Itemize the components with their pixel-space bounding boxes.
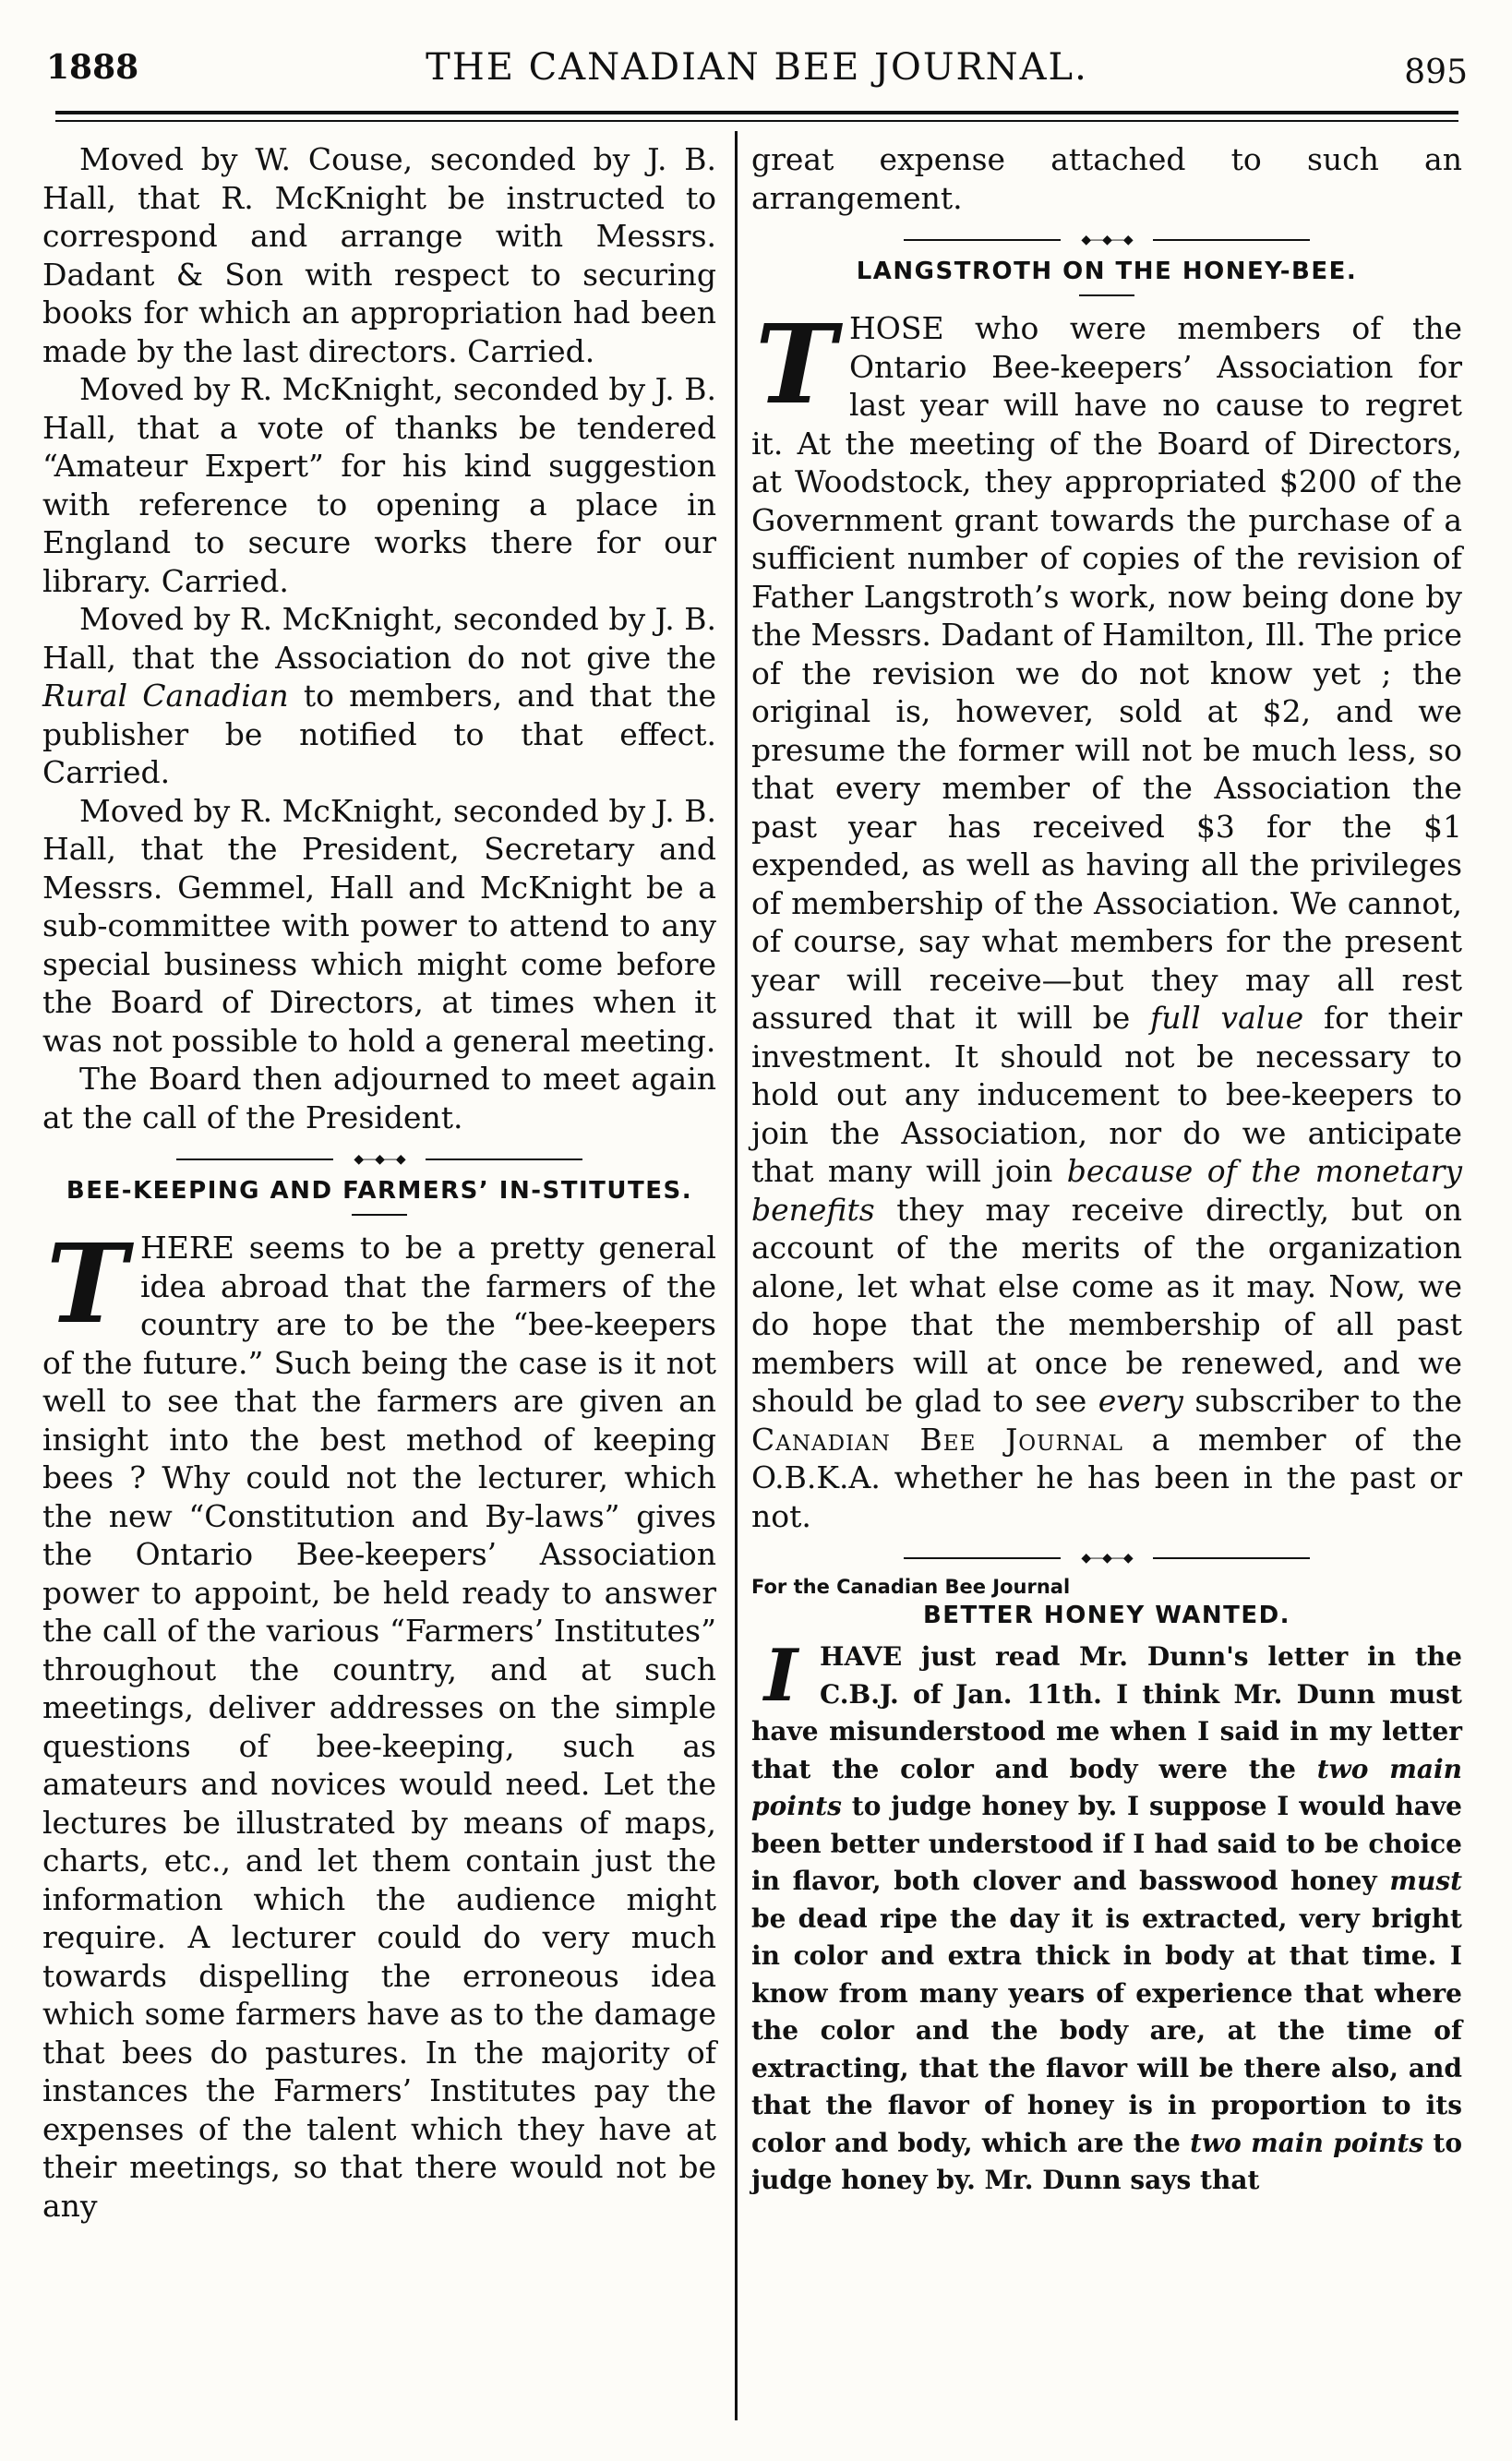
minute-paragraph: Moved by R. McKnight, seconded by J. B. Hall, that the President, Secretary and Messrs. Gemmel, Hall and McKnight be a sub-committee with power to attend to any special business which might come before the Board of Directors, at times when it was not possible to hold a general meeting. [42, 792, 716, 1059]
article-heading: LANGSTROTH ON THE HONEY-BEE. [856, 258, 1358, 285]
header-rule-thick [55, 111, 1458, 114]
article-text: HERE seems to be a pretty general idea abroad that the farmers of the country are to be the “bee-keepers of the future.” Such being the case is it not well to see that the farmers are given an insight into the best method of keeping bees ? Why could not the lecturer, which the new “Constitution and By-laws” gives the Ontario Bee-keepers’ Association power to appoint, be held ready to answer the call of the various “Farmers’ Institutes” throughout the country, and at such meetings, deliver addresses on the simple questions of bee-keeping, such as amateurs and novices would need. Let the lectures be illustrated by means of maps, charts, etc., and let them contain just the information which the audience might require. A lecturer could do very much towards dispelling the erroneous idea which some farmers have as to the damage that bees do pastures. In the majority of instances the Farmers’ Institutes pay the expenses of the talent which they have at their meetings, so that there would not be any [42, 1230, 716, 2224]
heading-rule [1079, 294, 1134, 296]
letter-text: be dead ripe the day it is extracted, very bright in color and extra thick in body at that time. I know from many years of experience that where the color and the body are, at the time of extracting, that the flavor will be there also, and that the flavor of honey is in proportion to its color and body, which are the [751, 1903, 1462, 2158]
letter-text: to judge honey by. I suppose I would have been better understood if I had said to be choice in flavor, both clover and basswood honey [751, 1791, 1462, 1896]
letter-text: to judge honey by. Mr. Dunn says that [751, 2127, 1462, 2195]
page-number: 895 [1404, 54, 1468, 91]
continued-text: great expense attached to such an arrangement. [751, 141, 1462, 216]
header-year: 1888 [46, 48, 139, 87]
header-title: THE CANADIAN BEE JOURNAL. [426, 46, 1088, 89]
emphasis-text: full value [1150, 1000, 1304, 1036]
letter-heading: BETTER HONEY WANTED. [922, 1602, 1291, 1629]
section-separator: ◆—◆—◆ [904, 1552, 1310, 1565]
article-text: a member of the O.B.K.A. whether he has been in the past or not. [751, 1421, 1462, 1534]
right-column [751, 140, 1462, 2200]
article-body [42, 1219, 716, 2225]
minute-paragraph: The Board then adjourned to meet again at the call of the President. [42, 1061, 716, 1135]
article-text: subscriber to the [1194, 1383, 1462, 1419]
heading-rule [352, 1214, 407, 1216]
column-divider [735, 131, 738, 2420]
drop-cap: T [755, 300, 836, 428]
drop-cap: I [763, 1634, 798, 1718]
article-body [751, 300, 1463, 1535]
article-text: they may receive directly, but on account of the merits of the organization alone, let what else come as it may. Now, we do hope that the membership of all past members will at once be renewed, and we should be glad to see [751, 1191, 1463, 1419]
drop-cap: T [46, 1219, 127, 1348]
emphasis-text: because of the monetary benefits [751, 1153, 1462, 1228]
minute-text: Moved by R. McKnight, seconded by J. B. Hall, that the Association do not give the [42, 601, 716, 676]
section-separator: ◆—◆—◆ [904, 234, 1310, 246]
left-column [42, 140, 716, 2225]
minute-paragraph [42, 600, 716, 792]
journal-name: Canadian Bee Journal [751, 1421, 1123, 1458]
article-text: HOSE who were members of the Ontario Bee-keepers’ Association for last year will have no cause to regret it. At the meeting of the Board of Directors, at Woodstock, they appropriated $200 of the Government grant towards the purchase of a sufficient number of copies of the revision of Father Langstroth’s work, now being done by the Messrs. Dadant of Hamilton, Ill. The price of the revision we do not know yet ; the original is, however, sold at $2, and we presume the former will not be much less, so that every member of the Association the past year has received $3 for the $1 expended, as well as having all the privileges of membership of the Association. We cannot, of course, say what members for the present year will receive—but they may all rest assured that it will be [751, 310, 1463, 1036]
article-text: for their investment. It should not be necessary to hold out any inducement to bee-keepers to join the Association, nor do we anticipate that many will join [751, 1000, 1462, 1189]
emphasis-text: two main points [751, 1753, 1462, 1821]
minute-paragraph: Moved by W. Couse, seconded by J. B. Hall, that R. McKnight be instructed to correspond and arrange with Messrs. Dadant & Son with respect to securing books for which an appropriation had been made by the last directors. Carried. [42, 141, 716, 369]
running-head [46, 41, 1468, 105]
letter-body [751, 1634, 1463, 2200]
minute-paragraph: Moved by R. McKnight, seconded by J. B. Hall, that a vote of thanks be tendered “Amateur Expert” for his kind suggestion with reference to opening a place in England to secure works there for our library. Carried. [42, 371, 716, 599]
letter-text: HAVE just read Mr. Dunn's letter in the C.B.J. of Jan. 11th. I think Mr. Dunn must have misunderstood me when I said in my letter that the color and body were the [751, 1641, 1462, 1784]
emphasis-text: two main points [1190, 2127, 1424, 2158]
article-heading: BEE-KEEPING AND FARMERS’ IN-STITUTES. [66, 1177, 693, 1205]
emphasis-text: every [1098, 1383, 1183, 1419]
minute-text: to members, and that the publisher be notified to that effect. Carried. [42, 678, 716, 790]
byline: For the Canadian Bee Journal [751, 1576, 1071, 1598]
emphasis-text: must [1389, 1866, 1463, 1896]
header-rule-thin [55, 120, 1458, 122]
publication-name: Rural Canadian [42, 678, 289, 714]
section-separator: ◆—◆—◆ [176, 1153, 582, 1166]
